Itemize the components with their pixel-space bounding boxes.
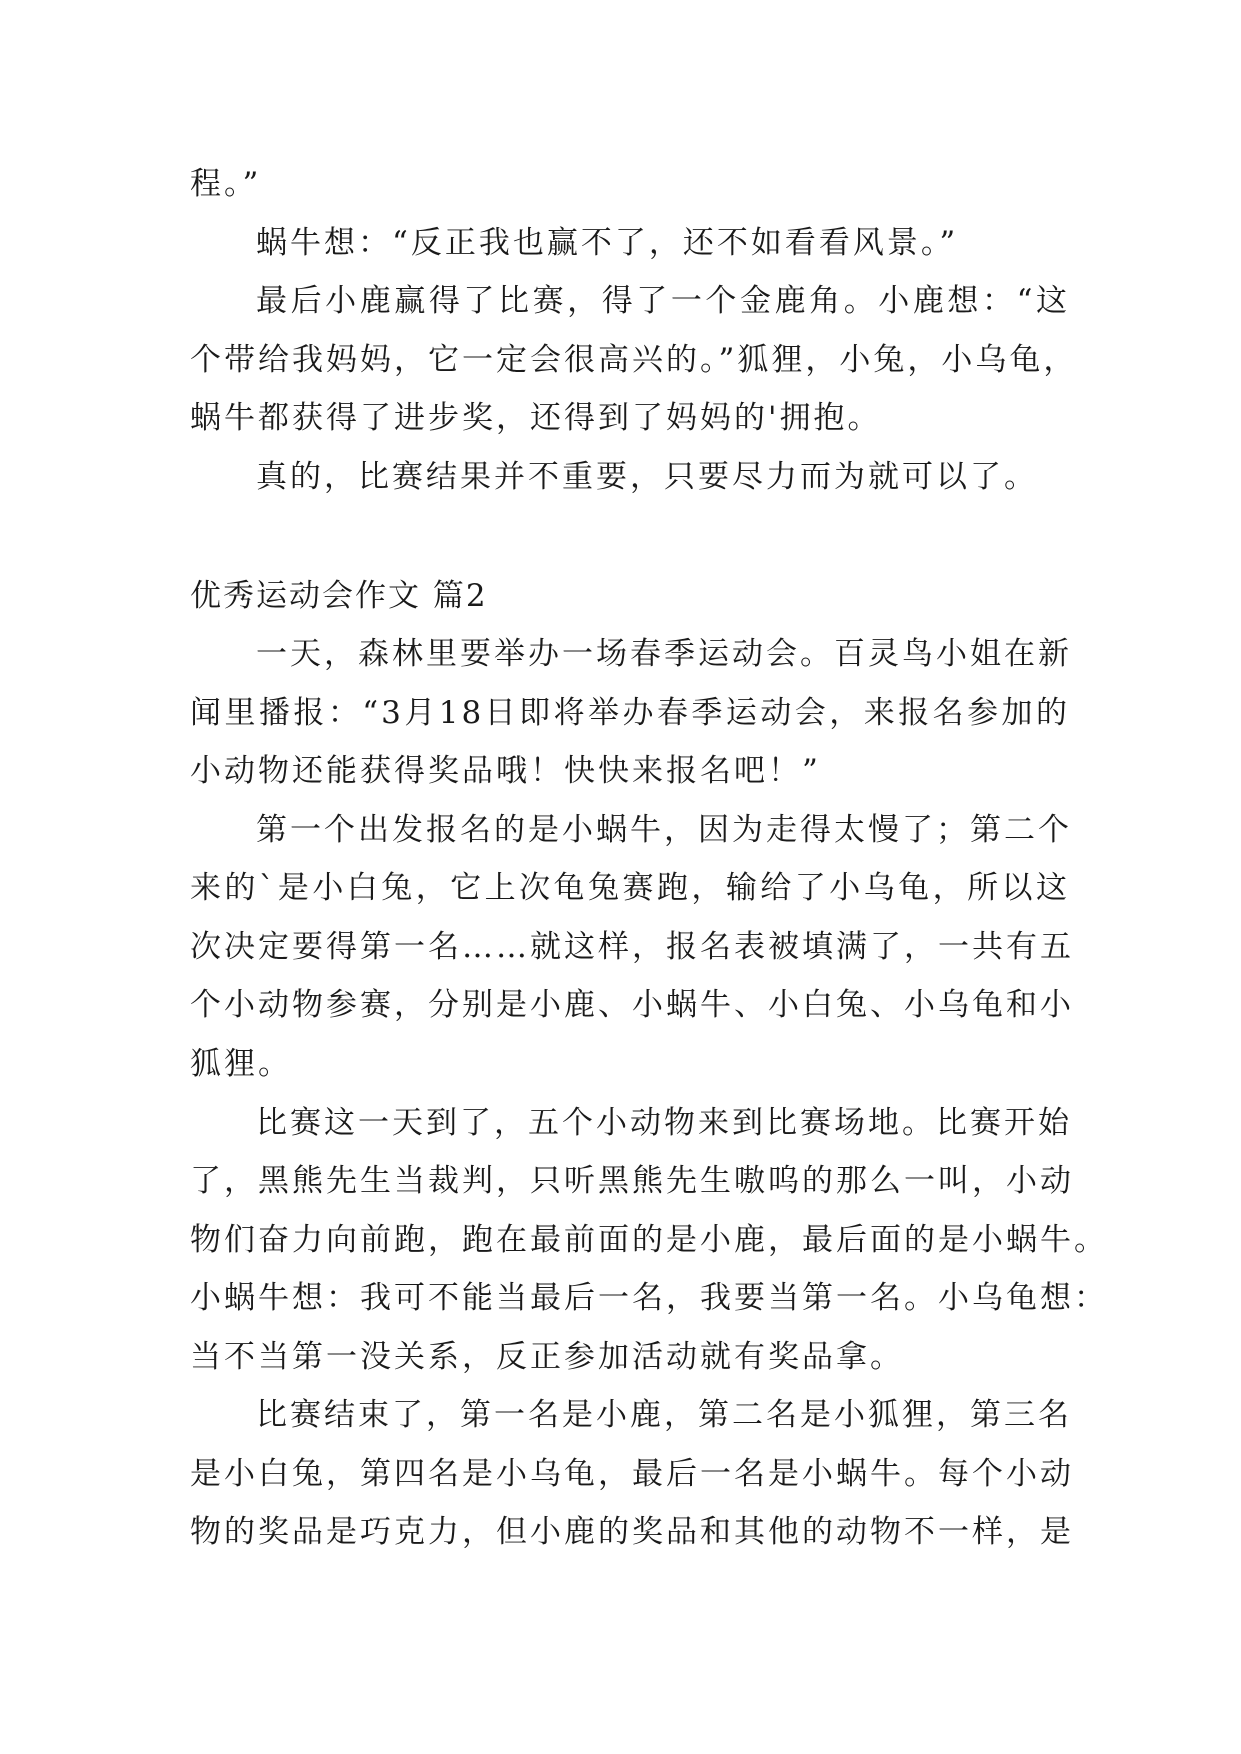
- section-heading: 优秀运动会作文 篇2: [190, 578, 488, 614]
- paragraph-line: 物们奋力向前跑，跑在最前面的是小鹿，最后面的是小蜗牛。: [190, 1222, 1108, 1258]
- paragraph-line: 次决定要得第一名……就这样，报名表被填满了，一共有五: [190, 929, 1074, 965]
- paragraph-line: 程。”: [190, 166, 262, 202]
- paragraph-line: 一天，森林里要举办一场春季运动会。百灵鸟小姐在新: [256, 636, 1072, 672]
- paragraph-line: 小动物还能获得奖品哦！快快来报名吧！”: [190, 753, 821, 789]
- paragraph-line: 真的，比赛结果并不重要，只要尽力而为就可以了。: [256, 459, 1038, 495]
- paragraph-line: 最后小鹿赢得了比赛，得了一个金鹿角。小鹿想：“这: [256, 283, 1070, 319]
- paragraph-line: 个带给我妈妈，它一定会很高兴的。”狐狸，小兔，小乌龟，: [190, 342, 1078, 378]
- paragraph-line: 物的奖品是巧克力，但小鹿的奖品和其他的动物不一样，是: [190, 1514, 1074, 1550]
- paragraph-line: 蜗牛想：“反正我也赢不了，还不如看看风景。”: [256, 225, 959, 261]
- paragraph-line: 比赛结束了，第一名是小鹿，第二名是小狐狸，第三名: [256, 1397, 1072, 1433]
- paragraph-line: 小蜗牛想：我可不能当最后一名，我要当第一名。小乌龟想：: [190, 1280, 1108, 1316]
- paragraph-line: 第一个出发报名的是小蜗牛，因为走得太慢了；第二个: [256, 812, 1072, 848]
- paragraph-line: 是小白兔，第四名是小乌龟，最后一名是小蜗牛。每个小动: [190, 1456, 1074, 1492]
- paragraph-line: 了，黑熊先生当裁判，只听黑熊先生嗷呜的那么一叫，小动: [190, 1163, 1074, 1199]
- paragraph-line: 当不当第一没关系，反正参加活动就有奖品拿。: [190, 1339, 904, 1375]
- paragraph-line: 蜗牛都获得了进步奖，还得到了妈妈的'拥抱。: [190, 400, 882, 436]
- paragraph-line: 比赛这一天到了，五个小动物来到比赛场地。比赛开始: [256, 1105, 1072, 1141]
- paragraph-line: 闻里播报：“3月18日即将举办春季运动会，来报名参加的: [190, 695, 1070, 731]
- paragraph-line: 狐狸。: [190, 1046, 292, 1082]
- paragraph-line: 来的`是小白兔，它上次龟兔赛跑，输给了小乌龟，所以这: [190, 870, 1070, 906]
- paragraph-line: 个小动物参赛，分别是小鹿、小蜗牛、小白兔、小乌龟和小: [190, 987, 1074, 1023]
